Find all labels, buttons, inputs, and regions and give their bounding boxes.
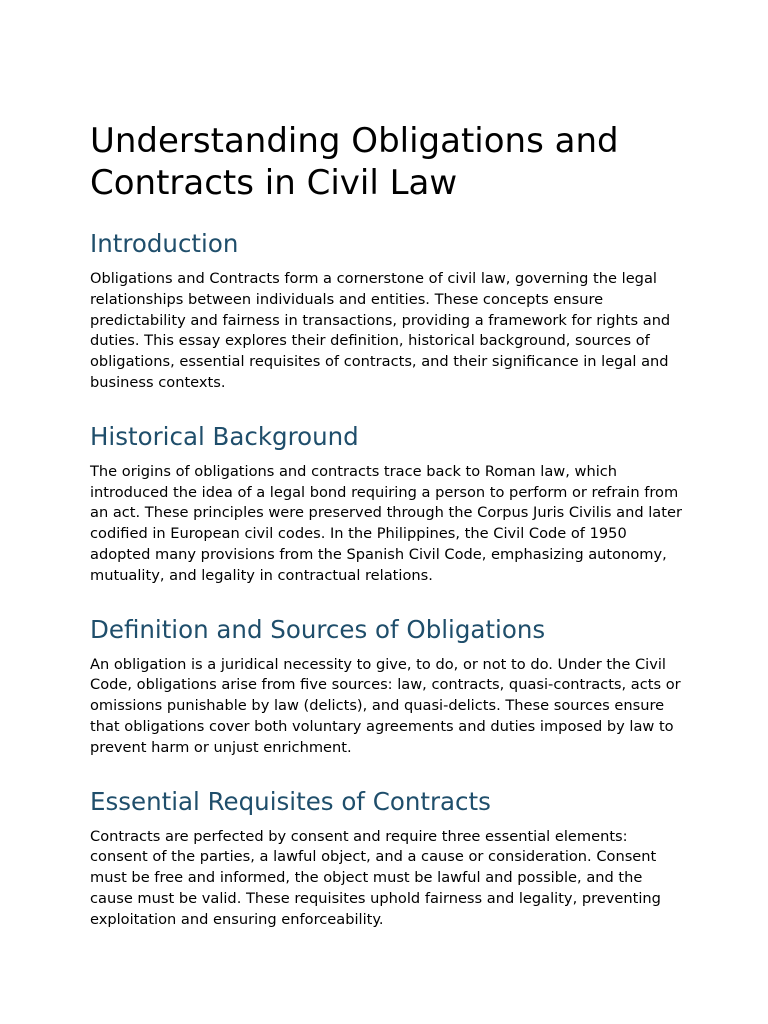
- section-historical-background: [90, 422, 682, 587]
- section-essential-requisites: [90, 787, 682, 931]
- document-page: [90, 120, 682, 959]
- section-heading: Definition and Sources of Obligations: [90, 614, 546, 644]
- section-heading: Historical Background: [90, 421, 359, 451]
- section-introduction: [90, 229, 682, 394]
- section-paragraph: Obligations and Contracts form a cornerstone of civil law, governing the legal relationships between individuals and entities. These concepts ensure predictability and fairness in transactions, providing a framework for rights and duties. This essay explores their definition, historical background, sources of obligations, essential requisites of contracts, and their significance in legal and business contexts.: [90, 270, 671, 391]
- document-title: Understanding Obligations and Contracts in Civil Law: [90, 121, 619, 203]
- section-paragraph: The origins of obligations and contracts trace back to Roman law, which introduced the idea of a legal bond requiring a person to perform or refrain from an act. These principles were preserved through the Corpus Juris Civilis and later codified in European civil codes. In the Philippines, the Civil Code of 1950 adopted many provisions from the Spanish Civil Code, emphasizing autonomy, mutuality, and legality in contractual relations.: [90, 462, 682, 584]
- section-heading: Essential Requisites of Contracts: [90, 786, 491, 816]
- section-paragraph: An obligation is a juridical necessity to give, to do, or not to do. Under the Civil Code, obligations arise from five sources: law, contracts, quasi-contracts, acts or omissions punishable by law (delicts), and quasi-delicts. These sources ensure that obligations cover both voluntary agreements and duties imposed by law to prevent harm or unjust enrichment.: [90, 655, 681, 756]
- section-paragraph: Contracts are perfected by consent and require three essential elements: consent of the parties, a lawful object, and a cause or consideration. Consent must be free and informed, the object must be lawful and possible, and the cause must be valid. These requisites uphold fairness and legality, preventing exploitation and ensuring enforceability.: [90, 827, 661, 928]
- section-definition-and-sources: [90, 615, 682, 759]
- section-heading: Introduction: [90, 229, 239, 258]
